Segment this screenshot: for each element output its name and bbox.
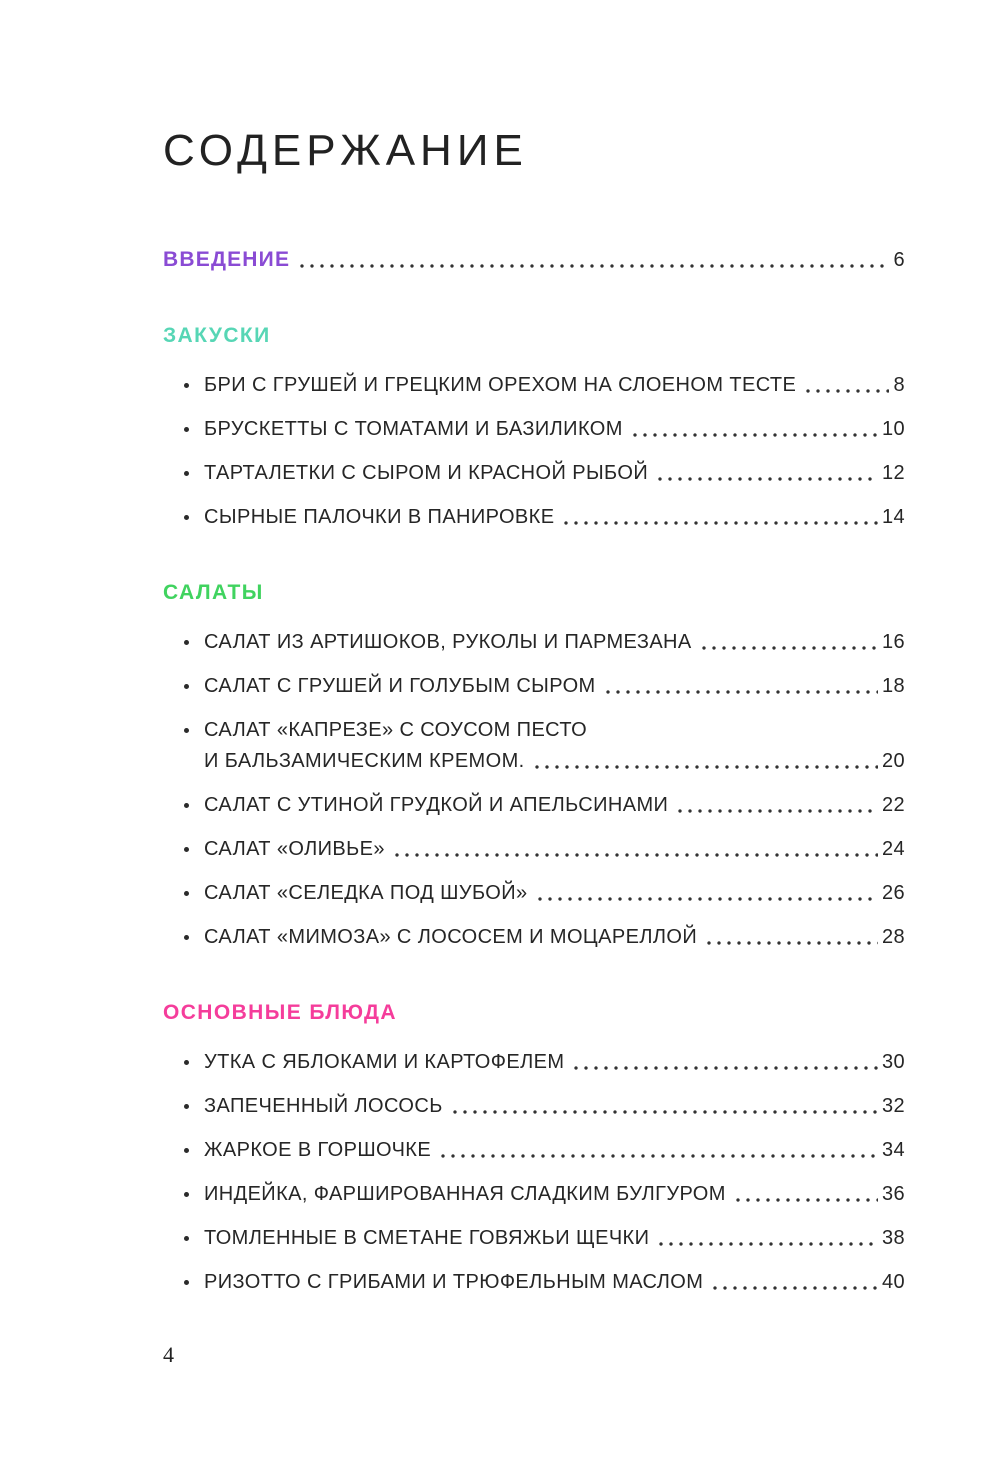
- bullet-icon: [184, 728, 189, 733]
- section-heading: ОСНОВНЫЕ БЛЮДА: [163, 1001, 397, 1024]
- entry-title: САЛАТ «КАПРЕЗЕ» С СОУСОМ ПЕСТО: [204, 719, 588, 741]
- entry-title: САЛАТ С ГРУШЕЙ И ГОЛУБЫМ СЫРОМ: [204, 675, 596, 697]
- entry-page-number: 16: [881, 631, 905, 653]
- toc-entry: [163, 1181, 905, 1208]
- toc-entry: [163, 372, 905, 399]
- entry-title-line-1: [184, 717, 905, 744]
- toc-entry: [163, 924, 905, 951]
- toc-entry: [163, 1093, 905, 1120]
- entry-page-number: 14: [881, 506, 905, 528]
- entry-title: БРИ С ГРУШЕЙ И ГРЕЦКИМ ОРЕХОМ НА СЛОЕНОМ ТЕСТЕ: [204, 374, 797, 396]
- entry-page-number: 30: [881, 1051, 905, 1073]
- bullet-icon: [184, 847, 189, 852]
- bullet-icon: [184, 1236, 189, 1241]
- bullet-icon: [184, 515, 189, 520]
- entry-title-line-2: [184, 748, 905, 775]
- bullet-icon: [184, 935, 189, 940]
- dot-leader: [656, 1242, 878, 1246]
- entry-page-number: 22: [881, 794, 905, 816]
- bullet-icon: [184, 640, 189, 645]
- entry-title: БРУСКЕТТЫ С ТОМАТАМИ И БАЗИЛИКОМ: [204, 418, 623, 440]
- section-appetizers: [163, 324, 905, 531]
- entry-page-number: 38: [881, 1227, 905, 1249]
- bullet-icon: [184, 1060, 189, 1065]
- dot-leader: [655, 477, 878, 481]
- page-folio-number: 4: [163, 1342, 174, 1367]
- entry-page-number: 18: [881, 675, 905, 697]
- section-heading: ЗАКУСКИ: [163, 324, 271, 347]
- entry-page-number: 20: [881, 750, 905, 772]
- dot-leader: [699, 646, 878, 650]
- entry-page-number: 40: [881, 1271, 905, 1293]
- bullet-icon: [184, 471, 189, 476]
- dot-leader: [450, 1110, 878, 1114]
- toc-entry: [163, 880, 905, 907]
- dot-leader: [704, 941, 878, 945]
- entry-title: САЛАТ «СЕЛЕДКА ПОД ШУБОЙ»: [204, 882, 528, 904]
- entry-title: ЖАРКОЕ В ГОРШОЧКЕ: [204, 1139, 432, 1161]
- page-title: СОДЕРЖАНИЕ: [163, 126, 528, 175]
- toc-entry: [163, 673, 905, 700]
- toc-entry: [163, 1049, 905, 1076]
- entry-title: ЗАПЕЧЕННЫЙ ЛОСОСЬ: [204, 1095, 443, 1117]
- bullet-icon: [184, 1148, 189, 1153]
- entry-page-number: 26: [881, 882, 905, 904]
- dot-leader: [675, 809, 878, 813]
- entry-page-number: 8: [893, 374, 905, 396]
- toc-entry-introduction: [163, 246, 905, 274]
- toc-entry: [163, 460, 905, 487]
- entry-page-number: 34: [881, 1139, 905, 1161]
- introduction-page-number: 6: [893, 249, 905, 271]
- bullet-icon: [184, 891, 189, 896]
- dot-leader: [733, 1198, 878, 1202]
- introduction-label: ВВЕДЕНИЕ: [163, 248, 291, 271]
- entry-page-number: 10: [881, 418, 905, 440]
- entry-title: СЫРНЫЕ ПАЛОЧКИ В ПАНИРОВКЕ: [204, 506, 555, 528]
- entry-title-continued: И БАЛЬЗАМИЧЕСКИМ КРЕМОМ.: [204, 750, 525, 772]
- entry-page-number: 24: [881, 838, 905, 860]
- toc-entry: [163, 1269, 905, 1296]
- dot-leader: [803, 389, 889, 393]
- bullet-icon: [184, 684, 189, 689]
- bullet-icon: [184, 427, 189, 432]
- dot-leader: [630, 433, 878, 437]
- toc-entry: [163, 629, 905, 656]
- dot-leader: [392, 853, 878, 857]
- entry-page-number: 36: [881, 1183, 905, 1205]
- entry-page-number: 12: [881, 462, 905, 484]
- section-main-dishes: [163, 1001, 905, 1296]
- dot-leader: [535, 897, 878, 901]
- entry-title: ТАРТАЛЕТКИ С СЫРОМ И КРАСНОЙ РЫБОЙ: [204, 462, 649, 484]
- entry-title: САЛАТ ИЗ АРТИШОКОВ, РУКОЛЫ И ПАРМЕЗАНА: [204, 631, 692, 653]
- entry-title: ИНДЕЙКА, ФАРШИРОВАННАЯ СЛАДКИМ БУЛГУРОМ: [204, 1183, 726, 1205]
- toc-entry: [163, 504, 905, 531]
- entry-title: УТКА С ЯБЛОКАМИ И КАРТОФЕЛЕМ: [204, 1051, 565, 1073]
- toc-entry: [163, 1137, 905, 1164]
- section-heading: САЛАТЫ: [163, 581, 264, 604]
- bullet-icon: [184, 383, 189, 388]
- toc-entry: [163, 792, 905, 819]
- entry-page-number: 32: [881, 1095, 905, 1117]
- toc-entry: [163, 717, 905, 775]
- dot-leader: [532, 765, 878, 769]
- dot-leader: [710, 1286, 878, 1290]
- toc-entry: [163, 416, 905, 443]
- entry-title: САЛАТ «ОЛИВЬЕ»: [204, 838, 385, 860]
- section-salads: [163, 581, 905, 951]
- entry-title: САЛАТ «МИМОЗА» С ЛОСОСЕМ И МОЦАРЕЛЛОЙ: [204, 926, 698, 948]
- dot-leader: [297, 264, 889, 268]
- dot-leader: [438, 1154, 878, 1158]
- toc-entry: [163, 1225, 905, 1252]
- dot-leader: [603, 690, 878, 694]
- bullet-icon: [184, 1192, 189, 1197]
- entry-title: РИЗОТТО С ГРИБАМИ И ТРЮФЕЛЬНЫМ МАСЛОМ: [204, 1271, 704, 1293]
- bullet-icon: [184, 1280, 189, 1285]
- bullet-icon: [184, 803, 189, 808]
- toc-entry: [163, 836, 905, 863]
- entry-page-number: 28: [881, 926, 905, 948]
- dot-leader: [561, 521, 877, 525]
- entry-title: САЛАТ С УТИНОЙ ГРУДКОЙ И АПЕЛЬСИНАМИ: [204, 794, 669, 816]
- dot-leader: [571, 1066, 878, 1070]
- entry-title: ТОМЛЕННЫЕ В СМЕТАНЕ ГОВЯЖЬИ ЩЕЧКИ: [204, 1227, 650, 1249]
- bullet-icon: [184, 1104, 189, 1109]
